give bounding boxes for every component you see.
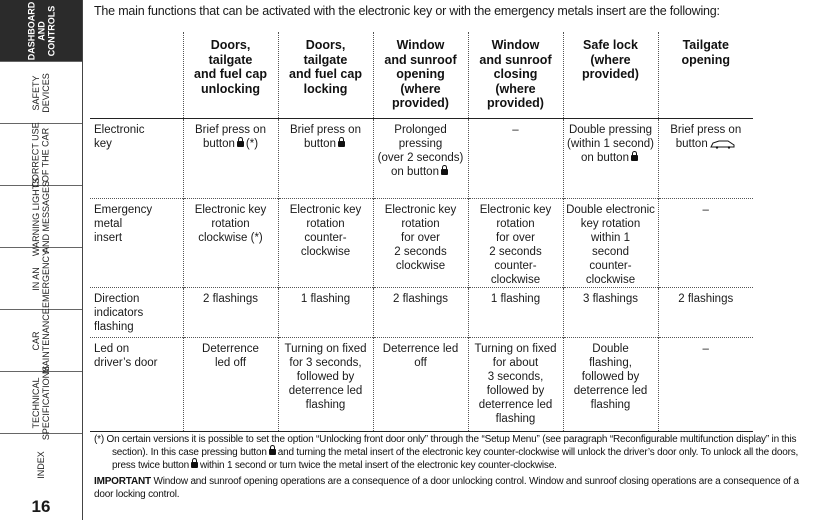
- tab-label: TECHNICAL SPECIFICATIONS: [31, 365, 51, 440]
- important-label: IMPORTANT: [94, 476, 151, 487]
- lock-icon: [338, 141, 345, 147]
- header-safe-lock: Safe lock (where provided): [563, 32, 658, 119]
- row-head-electronic-key: Electronic key: [90, 119, 183, 199]
- table-cell: Electronic key rotation for over 2 seconds counter-clockwise: [468, 199, 563, 288]
- tab-label: CAR MAINTENANCE: [30, 307, 51, 374]
- lock-icon: [441, 169, 448, 175]
- table-row: [90, 338, 753, 432]
- header-doors-unlocking: Doors, tailgate and fuel cap unlocking: [183, 32, 278, 119]
- table-cell: Prolonged pressing (over 2 seconds) on button: [373, 119, 468, 199]
- table-corner: [90, 32, 183, 119]
- tab-label: IN AN EMERGENCY: [30, 249, 51, 308]
- table-cell: 2 flashings: [658, 288, 753, 338]
- footnote: (*) On certain versions it is possible to set the option “Unlocking front door only” through the “Setup Menu” (see paragraph “Reconfigurable multifunction display” in this section). In this case pressing button and turning the metal insert of the electronic key counter-clockwise will unlock the driver’s door only. To unlock all the doors, press twice button within 1 second or turn twice the metal insert of the electronic key counter-clockwise.: [94, 434, 799, 471]
- tab-label: DASHBOARD AND CONTROLS: [26, 1, 56, 60]
- table-cell: Brief press on button (*): [183, 119, 278, 199]
- row-head-direction-indicators: Direction indicators flashing: [90, 288, 183, 338]
- table-cell: Turning on fixed for about 3 seconds, followed by deterrence led flashing: [468, 338, 563, 432]
- lock-icon: [191, 462, 198, 468]
- important-text: Window and sunroof opening operations are a consequence of a door unlocking control. Window and sunroof closing operations are a consequence of a door locking control.: [94, 476, 799, 500]
- tab-in-an-emergency[interactable]: [0, 248, 82, 310]
- tab-dashboard-and-controls[interactable]: [0, 0, 82, 62]
- table-cell: –: [658, 199, 753, 288]
- table-row: [90, 288, 753, 338]
- page-number: 16: [0, 494, 82, 520]
- table-cell: Electronic key rotation for over 2 seconds clockwise: [373, 199, 468, 288]
- tab-safety-devices[interactable]: [0, 62, 82, 124]
- table-cell: Double pressing (within 1 second) on button: [563, 119, 658, 199]
- table-cell: 1 flashing: [278, 288, 373, 338]
- table-cell: Double flashing, followed by deterrence led flashing: [563, 338, 658, 432]
- lock-icon: [269, 449, 276, 455]
- table-cell: Double electronic key rotation within 1 second counter-clockwise: [563, 199, 658, 288]
- table-cell: Deterrence led off: [183, 338, 278, 432]
- lock-icon: [237, 141, 244, 147]
- tab-technical-specifications[interactable]: [0, 365, 82, 440]
- table-row: [90, 119, 753, 199]
- table-cell: –: [658, 338, 753, 432]
- chapter-sidebar: [0, 0, 83, 520]
- table-cell: Deterrence led off: [373, 338, 468, 432]
- table-cell: 3 flashings: [563, 288, 658, 338]
- table-cell: 2 flashings: [183, 288, 278, 338]
- tab-label: CORRECT USE OF THE CAR: [31, 121, 51, 188]
- tailgate-icon: [710, 139, 736, 149]
- important-note: [94, 475, 809, 501]
- row-head-led-drivers-door: Led on driver’s door: [90, 338, 183, 432]
- table-cell: –: [468, 119, 563, 199]
- table-cell: 1 flashing: [468, 288, 563, 338]
- notes: [94, 433, 809, 504]
- header-window-closing: Window and sunroof closing (where provided): [468, 32, 563, 119]
- header-tailgate-opening: Tailgate opening: [658, 32, 753, 119]
- tab-label: SAFETY DEVICES: [30, 72, 51, 113]
- tab-label: WARNING LIGHTS AND MESSAGES: [30, 177, 51, 256]
- table-cell: Brief press on button: [658, 119, 753, 199]
- tab-correct-use[interactable]: [0, 121, 82, 188]
- lock-icon: [631, 155, 638, 161]
- table-row: [90, 199, 753, 288]
- table-cell: Turning on fixed for 3 seconds, followed by deterrence led flashing: [278, 338, 373, 432]
- tab-warning-lights[interactable]: [0, 177, 82, 256]
- functions-table: [90, 32, 753, 432]
- tab-index[interactable]: [0, 434, 82, 496]
- tab-label: INDEX: [35, 450, 46, 479]
- header-doors-locking: Doors, tailgate and fuel cap locking: [278, 32, 373, 119]
- table-cell: Brief press on button: [278, 119, 373, 199]
- intro-text: The main functions that can be activated with the electronic key or with the emergency metals insert are the following:: [94, 4, 720, 18]
- table-cell: 2 flashings: [373, 288, 468, 338]
- table-cell: Electronic key rotation clockwise (*): [183, 199, 278, 288]
- row-head-emergency-metal-insert: Emergency metal insert: [90, 199, 183, 288]
- table-cell: Electronic key rotation counter-clockwise: [278, 199, 373, 288]
- header-window-opening: Window and sunroof opening (where provided): [373, 32, 468, 119]
- tab-car-maintenance[interactable]: [0, 307, 82, 374]
